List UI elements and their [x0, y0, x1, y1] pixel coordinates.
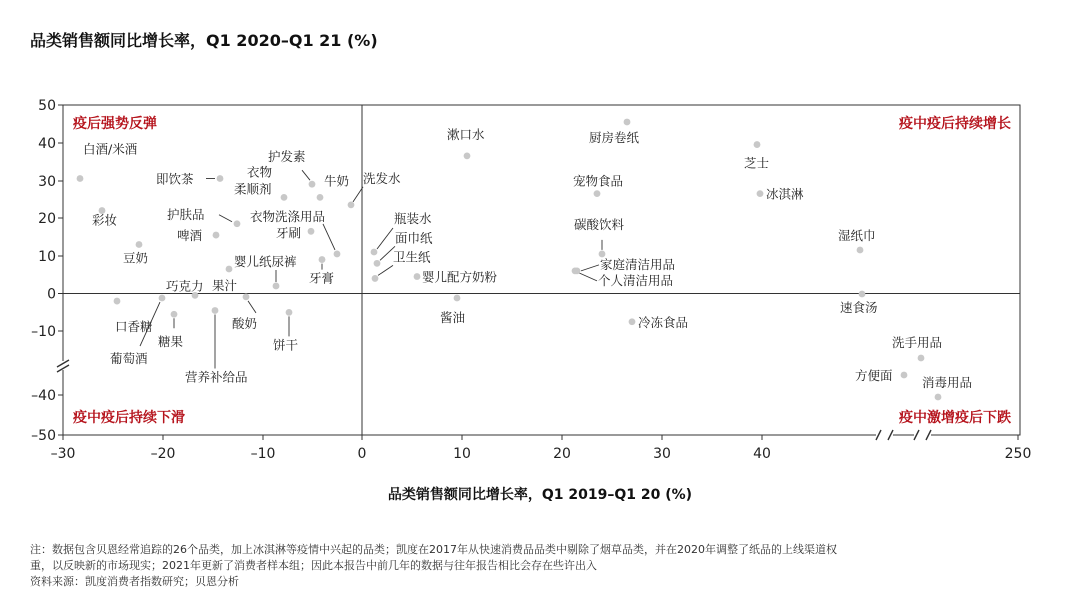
point-label: 消毒用品 [922, 375, 973, 390]
data-point [414, 273, 421, 280]
point-label: 漱口水 [447, 126, 485, 142]
y-tick-label: –50 [31, 428, 56, 444]
point-labels [83, 127, 972, 390]
point-label: 卫生纸 [393, 249, 431, 265]
leader-line [581, 265, 599, 271]
data-point [319, 256, 326, 263]
quadrant-label-bottom-right: 疫中激增疫后下跌 [899, 410, 1011, 426]
leader-line [579, 273, 597, 281]
quadrant-label-top-right: 疫中疫后持续增长 [899, 116, 1011, 132]
point-label: 巧克力 [166, 278, 204, 294]
point-label: 芝士 [744, 155, 770, 171]
point-label: 冷冻食品 [638, 314, 689, 330]
data-point [348, 202, 355, 209]
y-tick-label: 0 [47, 286, 56, 303]
plot-frame [63, 105, 1020, 435]
point-label-line: 衣物 [247, 164, 273, 180]
data-point [754, 141, 761, 148]
data-point [114, 298, 121, 305]
chart-title: 品类销售额同比增长率，Q1 2020–Q1 21 (%) [30, 31, 378, 50]
y-tick-label: 50 [38, 98, 56, 114]
y-tick-label: 10 [38, 249, 56, 265]
point-label: 冰淇淋 [766, 186, 804, 202]
leader-line [219, 215, 232, 222]
data-point [243, 293, 250, 300]
point-label: 营养补给品 [185, 369, 248, 385]
footnote [30, 542, 1060, 590]
data-point [572, 267, 579, 274]
point-label: 白酒/米酒 [83, 141, 138, 157]
point-label: 彩妆 [92, 212, 118, 228]
point-label: 洗手用品 [892, 335, 943, 350]
point-label: 豆奶 [123, 250, 149, 266]
x-tick-label: 0 [357, 446, 367, 462]
point-label: 口香糖 [115, 319, 153, 335]
data-point [594, 190, 601, 197]
data-point [464, 152, 471, 159]
point-label: 葡萄酒 [110, 351, 148, 367]
data-point [629, 318, 636, 325]
point-label: 碳酸饮料 [574, 216, 625, 232]
point-label: 宠物食品 [573, 173, 624, 189]
point-label: 婴儿纸尿裤 [234, 253, 297, 269]
data-point [859, 291, 866, 298]
data-point [374, 260, 381, 267]
data-point [77, 175, 84, 182]
point-label: 面巾纸 [395, 230, 433, 246]
point-label: 即饮茶 [156, 171, 194, 187]
point-label: 果汁 [212, 277, 238, 293]
y-tick-label: –40 [31, 388, 56, 404]
x-tick-label: 10 [453, 446, 471, 462]
data-point [281, 194, 288, 201]
point-label: 护肤品 [167, 206, 205, 222]
y-tick-label: 40 [38, 136, 56, 152]
point-label: 家庭清洁用品 [600, 256, 676, 272]
data-point [624, 119, 631, 126]
data-point [334, 251, 341, 258]
data-point [757, 190, 764, 197]
data-points [77, 119, 942, 401]
point-label: 瓶装水 [394, 211, 432, 227]
y-tick-label: 20 [38, 211, 56, 227]
point-label: 饼干 [273, 337, 299, 353]
data-point [213, 232, 220, 239]
point-label: 厨房卷纸 [589, 129, 640, 145]
y-axis-ticks [31, 98, 63, 444]
data-point [317, 194, 324, 201]
data-point [372, 275, 379, 282]
data-point [935, 394, 942, 401]
data-point [159, 295, 166, 302]
quadrant-label-bottom-left: 疫中疫后持续下滑 [73, 410, 185, 426]
point-label: 速食汤 [840, 300, 878, 315]
point-label: 洗发水 [363, 170, 401, 186]
x-tick-label: 30 [653, 446, 671, 462]
data-point [234, 220, 241, 227]
footnote-line-1: 注：数据包含贝恩经常追踪的26个品类，加上冰淇淋等疫情中兴起的品类；凯度在2017年从快速消费品品类中剔除了烟草品类，并在2020年调整了纸品的上线渠道权 [30, 543, 837, 556]
data-point [308, 228, 315, 235]
footnote-line-2: 重，以反映新的市场现实；2021年更新了消费者样本组；因此本报告中前几年的数据与往年报告相比会存在些许出入 [30, 559, 597, 572]
data-point [171, 311, 178, 318]
point-label [234, 164, 273, 196]
leader-line [378, 265, 393, 275]
point-label: 酱油 [440, 310, 466, 326]
x-tick-label: 40 [753, 446, 771, 462]
leader-lines [140, 170, 602, 368]
point-label: 牙刷 [276, 225, 302, 241]
point-label: 酸奶 [232, 315, 258, 331]
x-tick-label: 250 [1004, 446, 1032, 462]
data-point [136, 241, 143, 248]
data-point [226, 266, 233, 273]
x-axis-label: 品类销售额同比增长率，Q1 2019–Q1 20 (%) [387, 487, 693, 503]
x-tick-label: 20 [553, 446, 571, 462]
data-point [857, 247, 864, 254]
leader-line [377, 228, 393, 249]
leader-line [302, 170, 310, 180]
point-label: 个人清洁用品 [598, 272, 674, 288]
point-label: 护发素 [268, 149, 306, 165]
point-label: 婴儿配方奶粉 [422, 269, 498, 285]
data-point [286, 309, 293, 316]
point-label: 牙膏 [309, 270, 335, 286]
data-point [212, 307, 219, 314]
y-tick-label: 30 [38, 174, 56, 190]
data-point [918, 355, 925, 362]
point-label: 啤酒 [177, 228, 203, 244]
leader-line [248, 301, 256, 313]
point-label: 衣物洗涤用品 [250, 208, 326, 224]
data-point [371, 249, 378, 256]
data-point [217, 175, 224, 182]
x-tick-label: –30 [50, 446, 76, 462]
point-label: 方便面 [855, 368, 893, 383]
point-label: 湿纸巾 [838, 228, 876, 243]
data-point [309, 181, 316, 188]
leader-line [323, 224, 335, 250]
footnote-source: 资料来源：凯度消费者指数研究；贝恩分析 [30, 575, 239, 588]
quadrant-label-top-left: 疫后强势反弹 [73, 116, 157, 132]
x-tick-label: –20 [150, 446, 176, 462]
y-tick-label: –10 [31, 324, 56, 340]
data-point [901, 372, 908, 379]
point-label-line: 柔顺剂 [234, 181, 272, 197]
x-tick-label: –10 [250, 446, 276, 462]
point-label: 糖果 [158, 334, 184, 350]
data-point [454, 295, 461, 302]
point-label: 牛奶 [324, 173, 350, 189]
data-point [273, 283, 280, 290]
